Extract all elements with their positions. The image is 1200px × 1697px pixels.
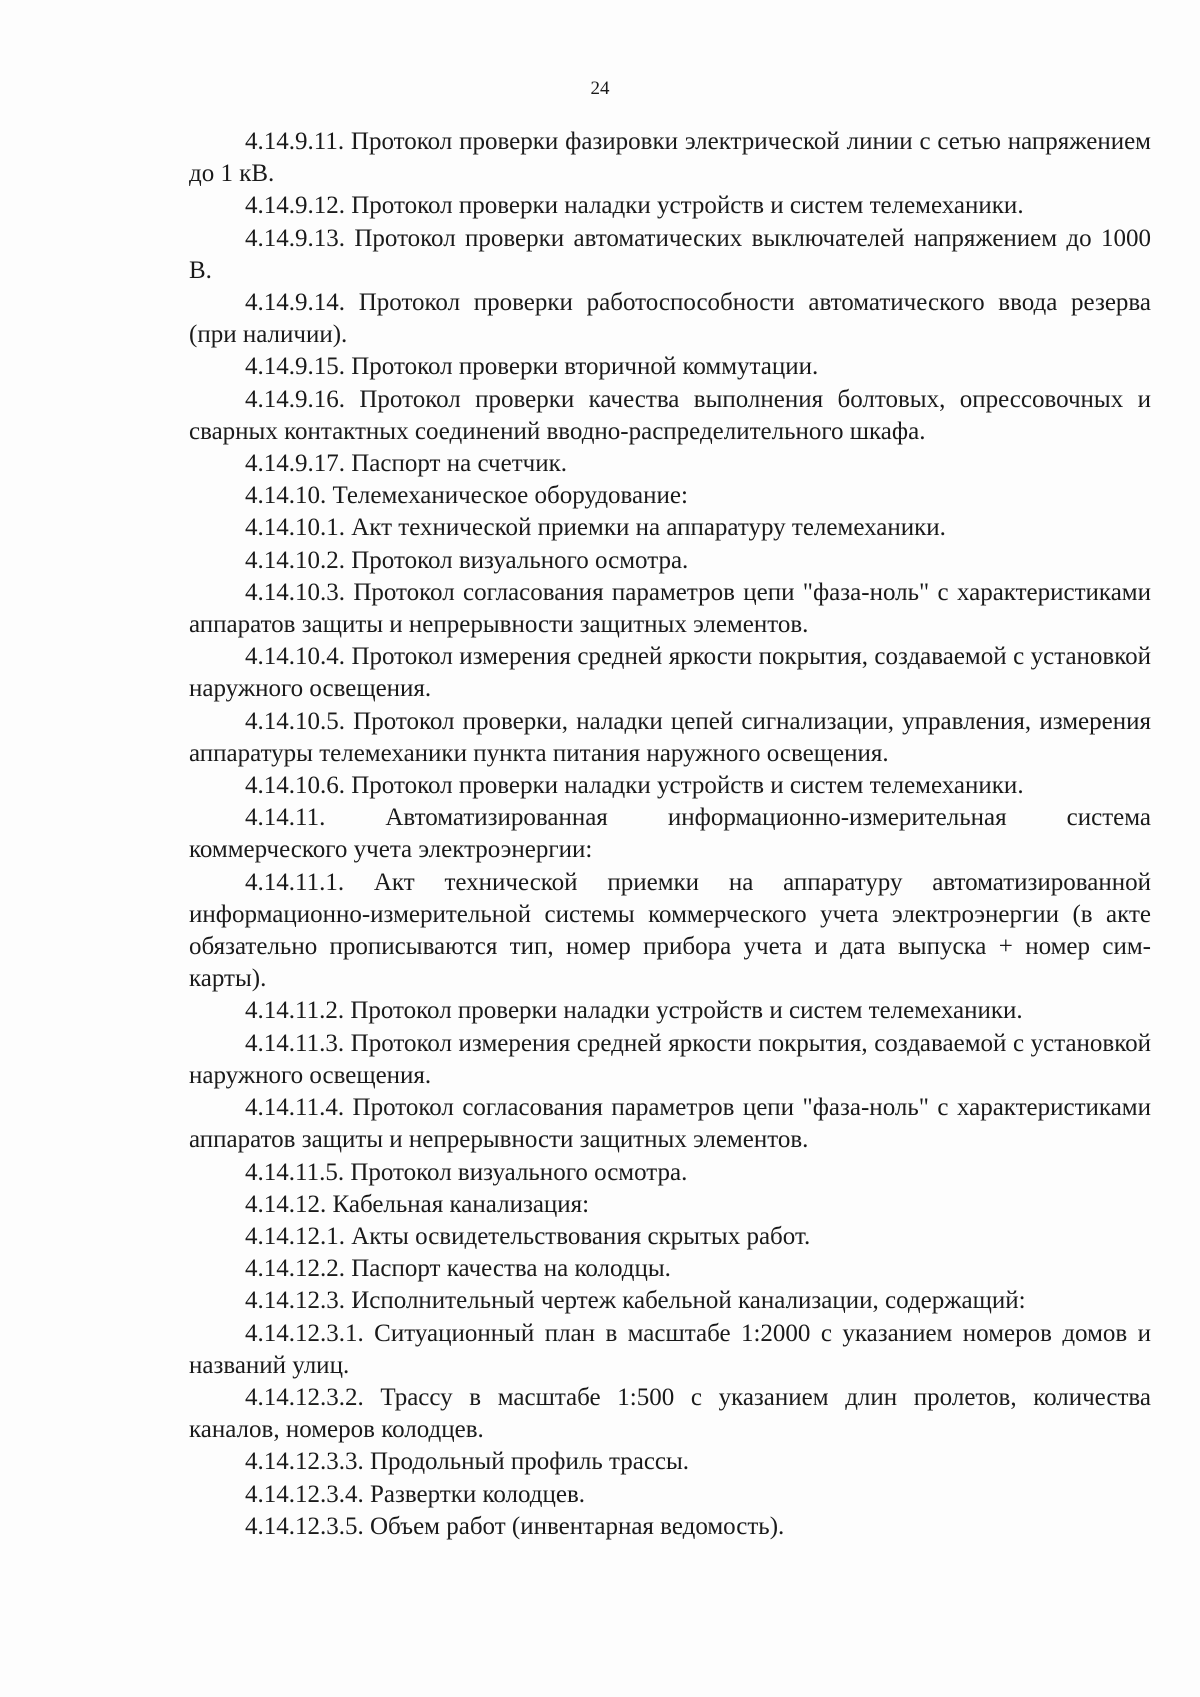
paragraph-4-14-11: 4.14.11. Автоматизированная информационно-измерительная система коммерческого учета электроэнергии:: [189, 804, 1151, 864]
paragraph-4-14-12-3: 4.14.12.3. Исполнительный чертеж кабельной канализации, содержащий:: [245, 1287, 1026, 1315]
paragraph-4-14-11-3: 4.14.11.3. Протокол измерения средней яркости покрытия, создаваемой с установкой наружного освещения.: [189, 1029, 1151, 1089]
paragraph-4-14-12-3-3: 4.14.12.3.3. Продольный профиль трассы.: [245, 1448, 690, 1476]
paragraph-4-14-9-12: 4.14.9.12. Протокол проверки наладки устройств и систем телемеханики.: [245, 192, 1024, 220]
paragraph-4-14-12-3-1: 4.14.12.3.1. Ситуационный план в масштабе 1:2000 с указанием номеров домов и названий улиц.: [189, 1319, 1151, 1379]
paragraph-4-14-11-2: 4.14.11.2. Протокол проверки наладки устройств и систем телемеханики.: [245, 997, 1023, 1025]
paragraph-4-14-9-16: 4.14.9.16. Протокол проверки качества выполнения болтовых, опрессовочных и сварных контактных соединений вводно-распределительного шкафа.: [189, 385, 1151, 445]
paragraph-4-14-12-2: 4.14.12.2. Паспорт качества на колодцы.: [245, 1255, 671, 1283]
paragraph-4-14-12: 4.14.12. Кабельная канализация:: [245, 1190, 590, 1218]
paragraph-4-14-10-3: 4.14.10.3. Протокол согласования параметров цепи "фаза-ноль" с характеристиками аппаратов защиты и непрерывности защитных элементов.: [189, 578, 1151, 639]
paragraph-4-14-10-2: 4.14.10.2. Протокол визуального осмотра.: [245, 546, 689, 574]
paragraph-4-14-10-4: 4.14.10.4. Протокол измерения средней яркости покрытия, создаваемой с установкой наружного освещения.: [189, 643, 1151, 703]
paragraph-4-14-10-6: 4.14.10.6. Протокол проверки наладки устройств и систем телемеханики.: [245, 772, 1024, 800]
paragraph-4-14-11-5: 4.14.11.5. Протокол визуального осмотра.: [245, 1158, 688, 1186]
paragraph-4-14-12-3-4: 4.14.12.3.4. Развертки колодцев.: [245, 1480, 586, 1508]
paragraph-4-14-12-3-2: 4.14.12.3.2. Трассу в масштабе 1:500 с указанием длин пролетов, количества каналов, номеров колодцев.: [189, 1383, 1151, 1444]
page-number: 24: [590, 78, 610, 99]
paragraph-4-14-9-11: 4.14.9.11. Протокол проверки фазировки электрической линии с сетью напряжением до 1 кВ.: [189, 128, 1151, 188]
paragraph-4-14-12-1: 4.14.12.1. Акты освидетельствования скрытых работ.: [245, 1222, 811, 1250]
paragraph-4-14-9-14: 4.14.9.14. Протокол проверки работоспособности автоматического ввода резерва (при наличии).: [189, 289, 1151, 349]
paragraph-4-14-11-4: 4.14.11.4. Протокол согласования параметров цепи "фаза-ноль" с характеристиками аппаратов защиты и непрерывности защитных элементов.: [189, 1094, 1151, 1154]
paragraph-4-14-9-15: 4.14.9.15. Протокол проверки вторичной коммутации.: [245, 353, 819, 381]
paragraph-4-14-9-17: 4.14.9.17. Паспорт на счетчик.: [245, 450, 567, 478]
paragraph-4-14-9-13: 4.14.9.13. Протокол проверки автоматических выключателей напряжением до 1000 В.: [189, 224, 1151, 284]
paragraph-4-14-10: 4.14.10. Телемеханическое оборудование:: [245, 482, 688, 510]
paragraph-4-14-10-1: 4.14.10.1. Акт технической приемки на аппаратуру телемеханики.: [245, 514, 946, 542]
paragraph-4-14-12-3-5: 4.14.12.3.5. Объем работ (инвентарная ведомость).: [245, 1512, 785, 1540]
document-body: [189, 126, 1151, 1543]
paragraph-4-14-10-5: 4.14.10.5. Протокол проверки, наладки цепей сигнализации, управления, измерения аппаратуры телемеханики пункта питания наружного освещения.: [189, 707, 1151, 767]
paragraph-4-14-11-1: 4.14.11.1. Акт технической приемки на аппаратуру автоматизированной информационно-измерительной системы коммерческого учета электроэнергии (в акте обязательно прописываются тип, номер прибора учета и дата выпуска + номер сим-карты).: [189, 868, 1151, 993]
